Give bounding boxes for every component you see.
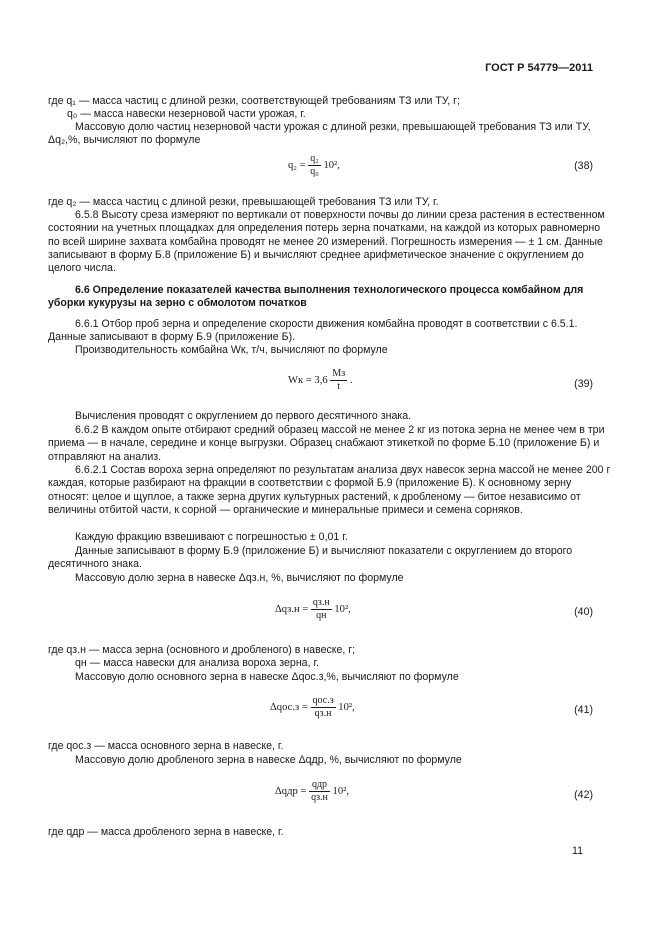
formula-tail: 10², — [338, 701, 355, 713]
formula-tail: 10², — [323, 159, 340, 171]
formula-denominator: qн — [316, 610, 327, 621]
formula-denominator: q₀ — [310, 166, 319, 177]
text-line: где qдр — масса дробленого зерна в навеске, г. — [48, 826, 284, 838]
formula-numerator: q₂ — [310, 153, 319, 164]
formula-numerator: qос.з — [312, 695, 334, 706]
section-heading: 6.6 Определение показателей качества выполнения технологического процесса комбайном для уборки кукурузы на зерно с обмолотом початков — [48, 284, 584, 310]
paragraph: 6.5.8 Высоту среза измеряют по вертикали от поверхности почвы до линии среза растения в естественном состоянии на учетных площадках для определения потерь зерна початками, на каждой из которых равномерно по всей ширине захвата комбайна проводят не менее 20 измерений. Погрешность измерения — ± 1 см. Данные записывают в форму Б.8 (приложение Б) и вычисляют среднее арифметическое значение с округлением до целого числа. — [48, 209, 605, 275]
formula-39 — [288, 368, 352, 393]
formula-38 — [288, 153, 340, 178]
formula-tail: 10², — [334, 603, 351, 615]
formula-lhs: q₂ = — [288, 159, 306, 171]
equation-number: (41) — [574, 704, 593, 716]
paragraph: 6.6.2.1 Состав вороха зерна определяют по результатам анализа двух навесок зерна массой не менее 200 г каждая, которые разбирают на фракции в соответствии с формой Б.9 (приложение Б). К основному зерну относят: целое и щуплое, а также зерна других культурных растений, к дробленому — битое независимо от величины отбитой части, к сорной — органические и минеральные примеси и семена сорняков. — [48, 464, 611, 516]
equation-number: (39) — [574, 378, 593, 390]
formula-numerator: qз.н — [312, 597, 330, 608]
document-header: ГОСТ Р 54779—2011 — [485, 62, 593, 74]
text-line: где q₁ — масса частиц с длиной резки, соответствующей требованиям ТЗ или ТУ, г; — [48, 95, 460, 107]
formula-denominator: qз.н — [311, 792, 328, 803]
formula-lhs: Δqз.н = — [275, 603, 309, 615]
formula-lhs: Δqос.з = — [270, 701, 308, 713]
equation-number: (40) — [574, 606, 593, 618]
formula-numerator: qдр — [309, 779, 330, 792]
text-line: где qос.з — масса основного зерна в навеске, г. — [48, 740, 284, 752]
text-line: где q₂ — масса частиц с длиной резки, превышающей требования ТЗ или ТУ, г. — [48, 196, 439, 208]
text-line: Каждую фракцию взвешивают с погрешностью ± 0,01 г. — [75, 531, 348, 543]
text-line: Массовую долю зерна в навеске Δqз.н, %, вычисляют по формуле — [75, 572, 404, 584]
formula-lhs: Δqдр = — [275, 785, 307, 797]
text-line: Производительность комбайна Wк, т/ч, вычисляют по формуле — [75, 344, 388, 356]
formula-41 — [270, 695, 355, 720]
text-line: q₀ — масса навески незерновой части урожая, г. — [67, 108, 306, 120]
paragraph: Массовую долю частиц незерновой части урожая с длиной резки, превышающей требования ТЗ или ТУ, Δq₂,%, вычисляют по формуле — [48, 121, 591, 147]
text-line: qн — масса навески для анализа вороха зерна, г. — [75, 657, 319, 669]
paragraph: Данные записывают в форму Б.9 (приложение Б) и вычисляют показатели с округлением до второго десятичного знака. — [48, 545, 573, 571]
text-line: Массовую долю дробленого зерна в навеске Δqдр, %, вычисляют по формуле — [75, 754, 462, 766]
formula-40 — [275, 597, 351, 622]
formula-numerator: Mз — [332, 368, 346, 379]
text-line: Массовую долю основного зерна в навеске Δqос.з,%, вычисляют по формуле — [75, 671, 459, 683]
equation-number: (42) — [574, 789, 593, 801]
formula-42 — [275, 779, 349, 804]
text-line: где qз.н — масса зерна (основного и дробленого) в навеске, г; — [48, 644, 356, 656]
formula-tail: 10², — [332, 785, 349, 797]
formula-denominator: qз.н — [314, 708, 332, 719]
text-line: Вычисления проводят с округлением до первого десятичного знака. — [75, 410, 412, 422]
paragraph: 6.6.1 Отбор проб зерна и определение скорости движения комбайна проводят в соответствии с 6.5.1. Данные записывают в форму Б.9 (приложение Б). — [48, 318, 578, 344]
equation-number: (38) — [574, 160, 593, 172]
formula-denominator: t — [337, 381, 341, 392]
paragraph: 6.6.2 В каждом опыте отбирают средний образец массой не менее 2 кг из потока зерна не менее чем в три приема — в начале, середине и конце выгрузки. Образец снабжают этикеткой по форме Б.10 (приложение Б) и отправляют на анализ. — [48, 424, 605, 463]
page-number: 11 — [572, 845, 583, 857]
formula-lhs: Wк = 3,6 — [288, 374, 328, 386]
formula-tail: . — [349, 374, 353, 386]
